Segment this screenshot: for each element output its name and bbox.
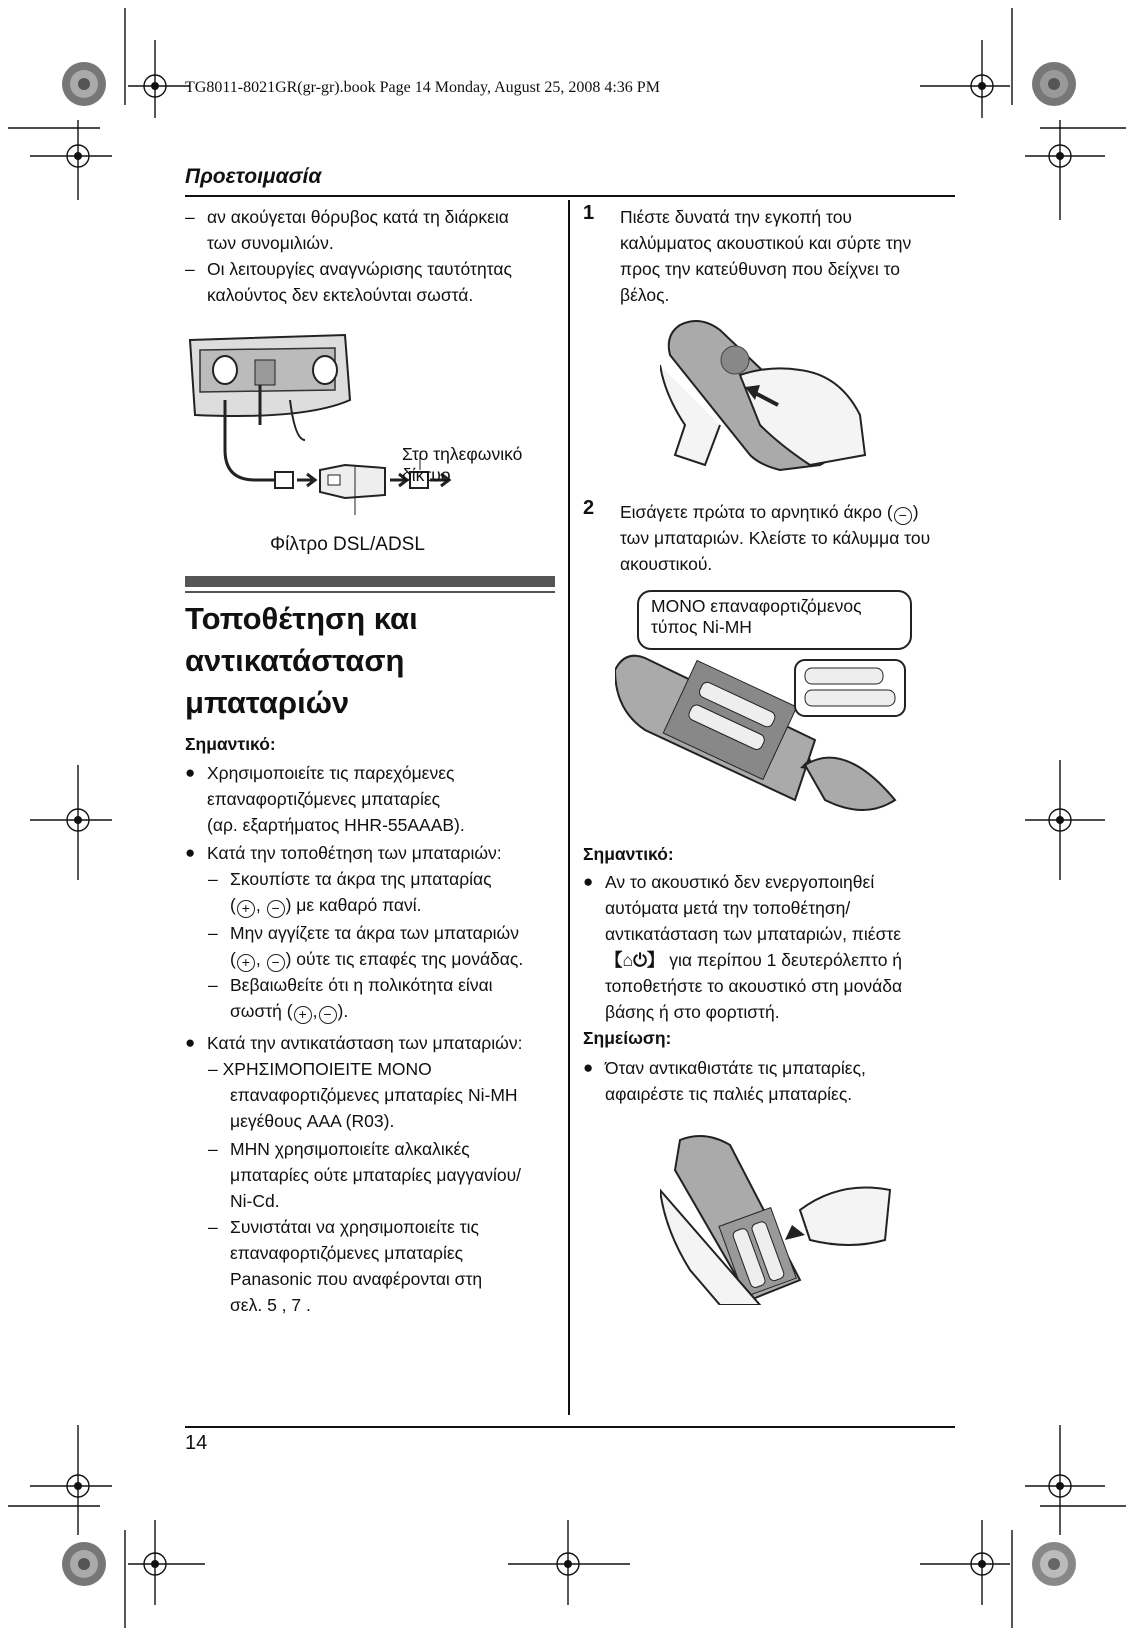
text-line: Κατά την αντικατάσταση των μπαταριών:	[207, 1033, 523, 1053]
text-line: αυτόματα μετά την τοποθέτηση/	[605, 898, 851, 918]
text-line: ΜΗΝ χρησιμοποιείτε αλκαλικές	[230, 1139, 470, 1159]
text-line: μεγέθους AAA (R03).	[230, 1111, 395, 1131]
text-line: καλούντος δεν εκτελούνται σωστά.	[207, 285, 474, 305]
text-line: Πιέστε δυνατά την εγκοπή του	[620, 207, 852, 227]
text-line: Panasonic που αναφέρονται στη	[230, 1269, 483, 1289]
text-line: – ΧΡΗΣΙΜΟΠΟΙΕΙΤΕ ΜΟΝΟ	[208, 1059, 432, 1079]
power-key-label: 【⌂⏻】	[605, 950, 665, 970]
text-line: των συνομιλιών.	[207, 233, 334, 253]
plus-symbol: +	[294, 1006, 312, 1024]
minus-symbol: −	[267, 954, 285, 972]
text-line: Όταν αντικαθιστάτε τις μπαταρίες,	[605, 1058, 866, 1078]
text-line: Αν το ακουστικό δεν ενεργοποιηθεί	[605, 872, 875, 892]
text-line: Βεβαιωθείτε ότι η πολικότητα είναι	[230, 975, 493, 995]
header-rule	[185, 195, 955, 197]
text-line: δίκτυο	[402, 465, 451, 485]
text-line: Κατά την τοποθέτηση των μπαταριών:	[207, 843, 502, 863]
text-line: Χρησιμοποιείτε τις παρεχόμενες	[207, 763, 455, 783]
old-battery-removal-illustration	[660, 1130, 900, 1305]
text-line: επαναφορτιζόμενες μπαταρίες Ni-MH	[230, 1085, 518, 1105]
text-line: καλύμματος ακουστικού και σύρτε την	[620, 233, 912, 253]
section-title: Προετοιμασία	[185, 165, 322, 188]
text-line: Οι λειτουργίες αναγνώρισης ταυτότητας	[207, 259, 512, 279]
plus-symbol: +	[237, 954, 255, 972]
text-line: Μην αγγίζετε τα άκρα των μπαταριών	[230, 923, 519, 943]
heading-line: αντικατάσταση	[185, 643, 405, 678]
battery-insert-illustration	[615, 650, 915, 825]
text-line: μπαταρίες ούτε μπαταρίες μαγγανίου/	[230, 1165, 521, 1185]
important-label-right: Σημαντικό:	[583, 844, 674, 864]
dash-item	[208, 1056, 518, 1134]
text-line: επαναφορτιζόμενες μπαταρίες	[230, 1243, 464, 1263]
heading-bar	[185, 576, 555, 587]
text-line: αφαιρέστε τις παλιές μπαταρίες.	[605, 1084, 853, 1104]
column-divider	[568, 200, 570, 1415]
battery-type-callout	[637, 590, 912, 650]
text-line: σελ. 5 , 7 .	[230, 1295, 311, 1315]
plus-symbol: +	[237, 900, 255, 918]
text-line: Εισάγετε πρώτα το αρνητικό άκρο (	[620, 502, 893, 522]
text-line: Συνιστάται να χρησιμοποιείτε τις	[230, 1217, 479, 1237]
heading-line: μπαταριών	[185, 685, 350, 720]
text-line: Ni-Cd.	[230, 1191, 280, 1211]
heading-line: Τοποθέτηση και	[185, 601, 418, 636]
book-header-line: TG8011-8021GR(gr-gr).book Page 14 Monday, August 25, 2008 4:36 PM	[185, 79, 660, 96]
text-line: προς την κατεύθυνση που δείχνει το	[620, 259, 901, 279]
text-line: ακουστικού.	[620, 554, 713, 574]
important-label-left: Σημαντικό:	[185, 734, 276, 754]
text-line: ούτε τις επαφές της μονάδας.	[296, 949, 524, 969]
page-number: 14	[185, 1432, 208, 1454]
minus-symbol: −	[319, 1006, 337, 1024]
text-line: σωστή	[230, 1001, 282, 1021]
text-line: αντικατάσταση των μπαταριών, πιέστε	[605, 924, 902, 944]
text-line: για περίπου 1 δευτερόλεπτο ή	[669, 950, 903, 970]
step2-text: Εισάγετε πρώτα το αρνητικό άκρο ( − ) των μπαταριών. Κλείστε το κάλυμμα του ακουστικού.	[620, 502, 931, 574]
text-line: βέλος.	[620, 285, 670, 305]
filter-label: Φίλτρο DSL/ADSL	[270, 534, 425, 555]
minus-symbol: −	[267, 900, 285, 918]
text-line: Στο τηλεφωνικό	[402, 444, 523, 464]
footer-rule	[185, 1426, 955, 1428]
text-line: αν ακούγεται θόρυβος κατά τη διάρκεια	[207, 207, 509, 227]
step-number: 2	[583, 497, 595, 519]
handset-cover-illustration	[660, 315, 890, 475]
text-line: βάσης ή στο φορτιστή.	[605, 1002, 780, 1022]
text-line: των μπαταριών. Κλείστε το κάλυμμα του	[620, 528, 931, 548]
step-number: 1	[583, 202, 595, 224]
note-label: Σημείωση:	[583, 1028, 672, 1048]
text-line: με καθαρό πανί.	[296, 895, 422, 915]
section-heading	[185, 598, 545, 724]
text-line: τύπος Ni-MH	[651, 617, 752, 637]
step1-text	[620, 204, 911, 308]
text-line: τοποθετήστε το ακουστικό στη μονάδα	[605, 976, 903, 996]
text-line: ΜΟΝΟ επαναφορτιζόμενος	[651, 596, 862, 616]
text-line: Σκουπίστε τα άκρα της μπαταρίας	[230, 869, 492, 889]
text-line: επαναφορτιζόμενες μπαταρίες	[207, 789, 441, 809]
text-line: (αρ. εξαρτήματος HHR-55AAAB).	[207, 815, 465, 835]
minus-symbol: −	[894, 507, 912, 525]
network-label	[402, 444, 522, 486]
heading-bar-thin	[185, 591, 555, 593]
